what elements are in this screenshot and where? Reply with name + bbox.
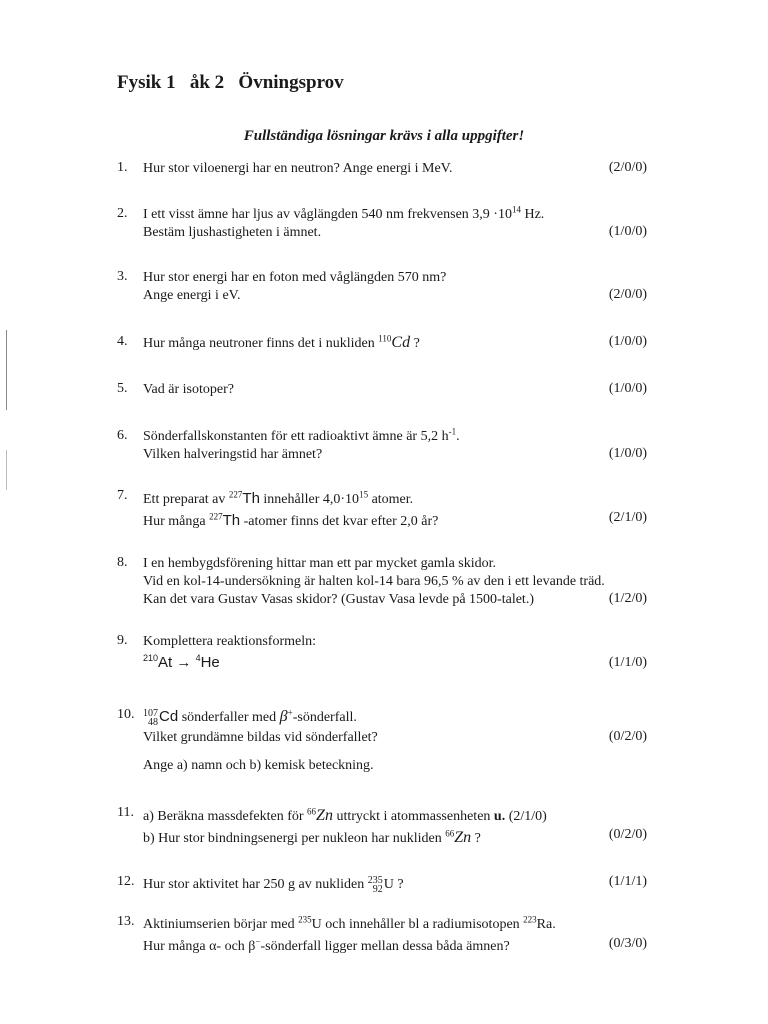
- reaction-formula: $^{210}$At → $^4$He: [143, 653, 220, 671]
- question-number: 9.: [117, 633, 128, 648]
- points: (1/0/0): [608, 224, 647, 239]
- question-text: Vid en kol-14-undersökning är halten kol-14 bara 96,5 % av den i ett levande träd.: [143, 574, 605, 589]
- question-number: 8.: [117, 555, 128, 570]
- question-text: b) Hur stor bindningsenergi per nukleon har nukliden $^{66}$Zn ?: [143, 828, 481, 846]
- question-number: 2.: [117, 206, 128, 221]
- question-5: [117, 381, 647, 401]
- question-text: Ange energi i eV.: [143, 288, 241, 303]
- question-text: Vilket grundämne bildas vid sönderfallet?: [143, 730, 378, 745]
- question-number: 1.: [117, 160, 128, 175]
- points: (0/3/0): [608, 936, 647, 951]
- question-number: 6.: [117, 428, 128, 443]
- points: (1/1/0): [608, 655, 647, 670]
- question-text: Komplettera reaktionsformeln:: [143, 634, 316, 649]
- question-text: Hur många neutroner finns det i nukliden $^{110}$Cd ?: [143, 333, 420, 351]
- points: (2/0/0): [608, 160, 647, 175]
- scan-mark: [6, 450, 7, 490]
- question-text: Hur stor viloenergi har en neutron? Ange energi i MeV.: [143, 161, 453, 176]
- points: (2/0/0): [608, 287, 647, 302]
- question-9: [117, 633, 647, 677]
- points: (1/2/0): [608, 591, 647, 606]
- question-12: [117, 874, 647, 898]
- points: (1/0/0): [608, 381, 647, 396]
- points: (0/2/0): [608, 729, 647, 744]
- question-4: [117, 334, 647, 356]
- page-title: Fysik 1 åk 2 Övningsprov: [117, 72, 344, 93]
- question-number: 11.: [117, 805, 134, 820]
- question-number: 3.: [117, 269, 128, 284]
- points: (2/1/0): [608, 510, 647, 525]
- question-number: 10.: [117, 707, 135, 722]
- question-2: [117, 206, 647, 246]
- question-7: [117, 488, 647, 532]
- question-number: 4.: [117, 334, 128, 349]
- points: (0/2/0): [608, 827, 647, 842]
- question-text: I en hembygdsförening hittar man ett par mycket gamla skidor.: [143, 556, 497, 571]
- question-8: [117, 555, 647, 611]
- question-text: I ett visst ämne har ljus av våglängden 540 nm frekvensen $3,9 \cdot 10^{14}$ Hz.: [143, 204, 545, 222]
- question-number: 5.: [117, 381, 128, 396]
- points: (1/0/0): [608, 446, 647, 461]
- points: (1/1/1): [608, 874, 647, 889]
- question-13: [117, 914, 647, 960]
- question-text: a) Beräkna massdefekten för $^{66}$Zn uttryckt i atommassenheten u. (2/1/0): [143, 806, 547, 824]
- instructions: Fullständiga lösningar krävs i alla uppgifter!: [243, 128, 525, 144]
- question-text: Ange a) namn och b) kemisk beteckning.: [143, 758, 374, 773]
- question-number: 7.: [117, 488, 128, 503]
- question-text: Vilken halveringstid har ämnet?: [143, 447, 323, 462]
- question-text: Aktiniumserien börjar med $^{235}$U och innehåller bl a radiumisotopen $^{223}$Ra.: [143, 914, 556, 932]
- question-text: 107 48 Cd sönderfaller med β+-sönderfall.: [143, 707, 357, 728]
- question-3: [117, 269, 647, 309]
- question-text: Bestäm ljushastigheten i ämnet.: [143, 225, 322, 240]
- question-number: 12.: [117, 874, 135, 889]
- question-10: [117, 705, 647, 777]
- question-number: 13.: [117, 914, 135, 929]
- question-1: [117, 160, 647, 180]
- question-text: Hur många α- och β−-sönderfall ligger mellan dessa båda ämnen?: [143, 936, 510, 954]
- question-11: [117, 805, 647, 849]
- question-text: Sönderfallskonstanten för ett radioaktivt ämne är 5,2 $h^{-1}$.: [143, 426, 460, 444]
- scan-mark: [6, 330, 7, 410]
- question-text: Hur stor aktivitet har 250 g av nukliden 235 92 U ?: [143, 874, 404, 895]
- question-text: Ett preparat av $^{227}$Th innehåller $4,0\cdot 10^{15}$ atomer.: [143, 489, 414, 507]
- question-text: Vad är isotoper?: [143, 382, 234, 397]
- question-text: Hur stor energi har en foton med våglängden 570 nm?: [143, 270, 447, 285]
- question-text: Hur många $^{227}$Th -atomer finns det kvar efter 2,0 år?: [143, 511, 439, 529]
- question-6: [117, 428, 647, 468]
- question-text: Kan det vara Gustav Vasas skidor? (Gustav Vasa levde på 1500-talet.): [143, 592, 534, 607]
- points: (1/0/0): [608, 334, 647, 349]
